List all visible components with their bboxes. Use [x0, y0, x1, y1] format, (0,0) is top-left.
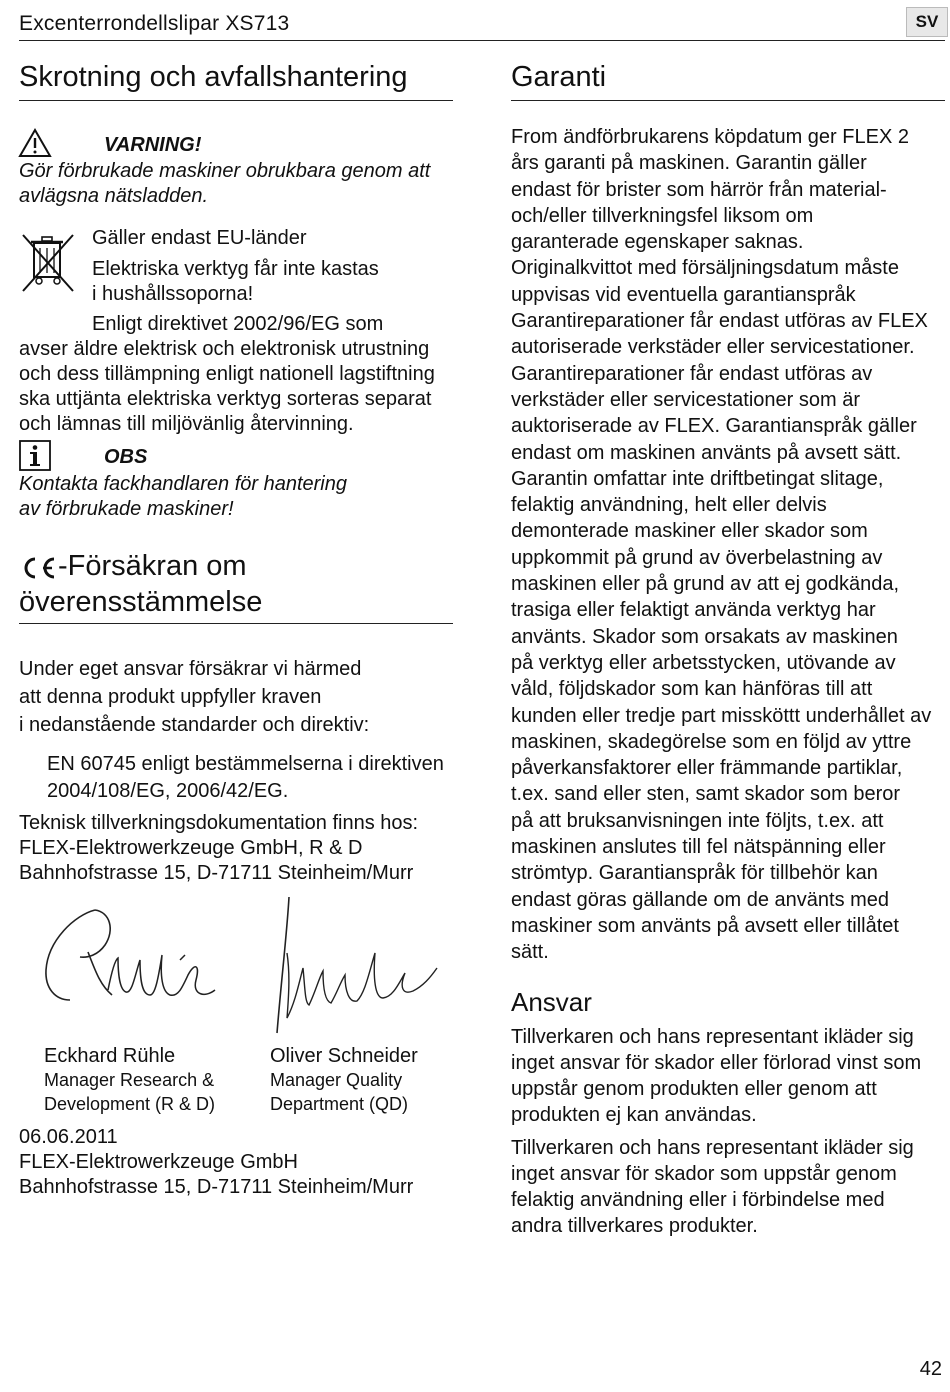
liability-line: uppstår genom produkten eller genom att [511, 1078, 877, 1100]
guarantee-line: maskinen eller på grund av att ej godkända, [511, 573, 900, 596]
guarantee-line: maskinen anslutes till fel nätspänning eller [511, 836, 886, 859]
guarantee-line: From ändförbrukarens köpdatum ger FLEX 2 [511, 126, 909, 148]
liability-paragraph-2 [511, 1135, 947, 1239]
signature-ruehle [40, 900, 220, 1010]
ce-intro-line: i nedanstående standarder och direktiv: [19, 714, 370, 736]
signer-role: Manager Quality [270, 1070, 403, 1090]
guarantee-line: maskiner som använts på avsett eller tillåtet [511, 914, 899, 937]
liability-heading: Ansvar [511, 987, 592, 1017]
standard-line: 2004/108/EG, 2006/42/EG. [47, 780, 289, 802]
signer-name: Eckhard Rühle [44, 1045, 176, 1067]
guarantee-line: felaktig användning, helt eller delvis [511, 494, 827, 517]
guarantee-line: autoriserade verkstäder eller servicestationer. [511, 336, 915, 359]
eu-only-note: Gäller endast EU-länder [92, 227, 307, 249]
crossed-out-bin-icon [19, 231, 77, 295]
guarantee-heading: Garanti [511, 61, 607, 93]
guarantee-line: Garantireparationer får endast utföras av FLEX [511, 310, 928, 333]
guarantee-line: verkstäder eller servicestationer som är [511, 388, 861, 411]
guarantee-line: endast göras gällande om de använts med [511, 888, 890, 911]
warning-text-line: Gör förbrukade maskiner obrukbara genom att [19, 160, 431, 182]
guarantee-line: maskinen, skadegörelse som en följd av yttre [511, 730, 912, 753]
guarantee-line: endast om maskinen använts på avsett sätt. [511, 441, 902, 464]
guarantee-line: våld, följdskador som kan hänföras till att [511, 678, 873, 701]
signer-name: Oliver Schneider [270, 1045, 418, 1067]
guarantee-line: uppkommit på grund av överbelastning av [511, 546, 883, 569]
guarantee-line: endast för brister som härrör från material- [511, 178, 887, 201]
signer-role: Development (R & D) [44, 1094, 216, 1114]
ce-intro-line: Under eget ansvar försäkrar vi härmed [19, 658, 362, 680]
guarantee-line: Originalkvittot med försäljningsdatum måste [511, 257, 899, 280]
guarantee-line: på verktyg eller arbetsstycken, utövande av [511, 651, 896, 674]
ce-heading-line: -Försäkran om [58, 550, 247, 582]
ce-intro-line: att denna produkt uppfyller kraven [19, 686, 322, 708]
signer-role: Manager Research & [44, 1070, 215, 1090]
note-label: OBS [104, 446, 148, 468]
disposal-heading: Skrotning och avfallshantering [19, 61, 408, 93]
tech-doc-line: FLEX-Elektrowerkzeuge GmbH, R & D [19, 837, 363, 859]
warning-text-line: avlägsna nätsladden. [19, 185, 209, 207]
guarantee-line: använts. Skador som orsakats av maskinen [511, 625, 898, 648]
guarantee-line: och/eller tillverkningsfel liksom om [511, 204, 814, 227]
signature-schneider [265, 893, 445, 1043]
directive-line: avser äldre elektrisk och elektronisk utrustning [19, 338, 430, 360]
guarantee-line: på att bruksanvisningen inte följts, t.ex. att [511, 809, 884, 832]
guarantee-text [511, 124, 947, 966]
language-badge: SV [906, 7, 948, 37]
declaration-date: 06.06.2011 [19, 1126, 118, 1148]
ce-heading-rule [19, 623, 453, 624]
liability-paragraph-1 [511, 1024, 947, 1128]
disposal-heading-rule [19, 100, 453, 101]
guarantee-line: demonterade maskiner eller skador som [511, 520, 868, 543]
ce-mark-icon [19, 556, 57, 580]
guarantee-line: Garantireparationer får endast utföras av [511, 362, 873, 385]
guarantee-line: kunden eller tredje part missköttt underhållet av [511, 704, 932, 727]
liability-line: andra tillverkares produkter. [511, 1215, 758, 1237]
page-number: 42 [919, 1358, 942, 1380]
tech-doc-line: Bahnhofstrasse 15, D-71711 Steinheim/Murr [19, 862, 414, 884]
document-header-title: Excenterrondellslipar XS713 [19, 12, 290, 35]
directive-line: Enligt direktivet 2002/96/EG som [92, 313, 384, 335]
guarantee-line: Garantin omfattar inte driftbetingat slitage, [511, 467, 884, 490]
warning-triangle-icon [18, 128, 52, 158]
liability-line: felaktig användning eller i förbindelse med [511, 1189, 885, 1211]
signer-role: Department (QD) [270, 1094, 409, 1114]
directive-line: och dess tillämpning enligt nationell lagstiftning [19, 363, 435, 385]
guarantee-line: års garanti på maskinen. Garantin gäller [511, 152, 867, 175]
note-text-line: Kontakta fackhandlaren för hantering [19, 473, 347, 495]
guarantee-line: sätt. [511, 941, 549, 964]
guarantee-line: garanterade egenskaper saknas. [511, 231, 804, 254]
warning-label: VARNING! [104, 134, 202, 156]
note-text-line: av förbrukade maskiner! [19, 498, 234, 520]
guarantee-line: påverkansfaktorer eller främmande partiklar, [511, 757, 903, 780]
ce-heading-line: överensstämmelse [19, 586, 263, 618]
liability-line: produkten ej kan användas. [511, 1104, 757, 1126]
header-divider [19, 40, 945, 41]
directive-line: ska uttjänta elektriska verktyg sorteras separat [19, 388, 432, 410]
guarantee-line: strömtyp. Garantianspråk för tillbehör kan [511, 862, 878, 885]
no-household-line: i hushållssoporna! [92, 283, 254, 305]
guarantee-line: auktoriserade av FLEX. Garantianspråk gäller [511, 415, 917, 438]
company-name: FLEX-Elektrowerkzeuge GmbH [19, 1151, 298, 1173]
info-icon [19, 440, 51, 471]
liability-line: Tillverkaren och hans representant ikläder sig [511, 1137, 914, 1159]
company-address: Bahnhofstrasse 15, D-71711 Steinheim/Murr [19, 1176, 414, 1198]
guarantee-heading-rule [511, 100, 945, 101]
liability-line: inget ansvar för skador som uppstår genom [511, 1163, 897, 1185]
guarantee-line: uppvisas vid eventuella garantianspråk [511, 283, 856, 306]
directive-line: och lämnas till miljövänlig återvinning. [19, 413, 354, 435]
liability-line: Tillverkaren och hans representant ikläder sig [511, 1026, 914, 1048]
guarantee-line: trasiga eller felaktigt använda verktyg har [511, 599, 876, 622]
no-household-line: Elektriska verktyg får inte kastas [92, 258, 379, 280]
tech-doc-line: Teknisk tillverkningsdokumentation finns hos: [19, 812, 419, 834]
standard-line: EN 60745 enligt bestämmelserna i direktiven [47, 753, 444, 775]
guarantee-line: t.ex. sand eller sten, samt skador som beror [511, 783, 901, 806]
liability-line: inget ansvar för skador eller förlorad vinst som [511, 1052, 922, 1074]
